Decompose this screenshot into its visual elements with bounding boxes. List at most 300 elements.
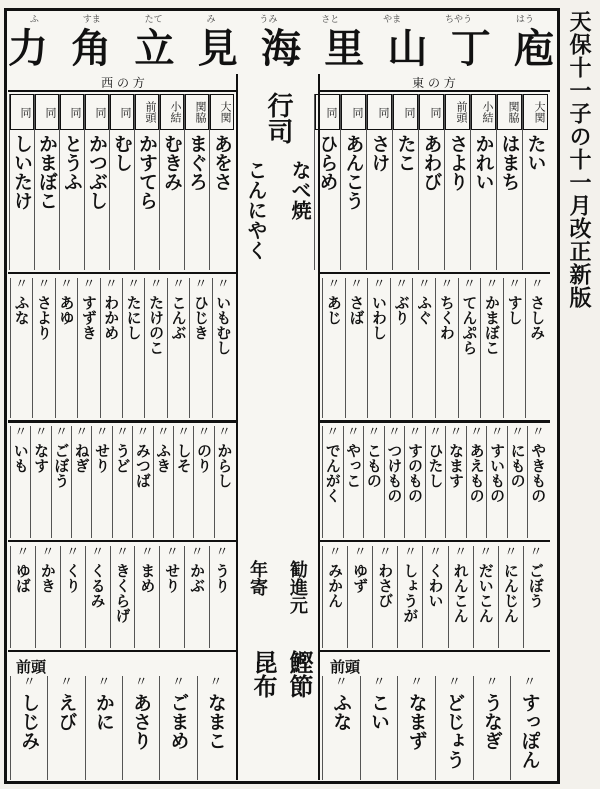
title-ruby-text: うみ (259, 15, 278, 25)
wrestler-name: あわび (420, 134, 443, 191)
wrestler-name: くわい (426, 563, 445, 608)
toshiyori-label: 年寄 (247, 560, 268, 596)
tier-line-w3 (8, 540, 236, 542)
rank-mark: 〃 (60, 675, 74, 690)
east-tier1_names-entry (366, 94, 392, 270)
wrestler-name: ひじき (191, 295, 210, 340)
wrestler-name: あをさ (211, 134, 233, 191)
tier-line-e4 (320, 650, 550, 652)
wrestler-name: かまぼこ (483, 295, 502, 355)
wrestler-name: ちくわ (437, 295, 456, 340)
rank-mark: 〃 (14, 425, 28, 440)
wrestler-name: すのもの (405, 443, 424, 503)
wrestler-name: かれい (472, 134, 495, 191)
east-tier1_names-entry (392, 94, 418, 270)
title-ruby-text: さと (321, 15, 340, 25)
east-tier4_names-entry (347, 546, 372, 648)
rank-mark: 〃 (127, 277, 141, 292)
rank-mark: 〃 (16, 545, 30, 560)
wrestler-name: みつば (133, 443, 152, 488)
wrestler-name: やきもの (529, 443, 548, 503)
tier-line-w1 (8, 272, 236, 274)
rank-mark: 〃 (22, 675, 36, 690)
title-ruby-text: ちやう (445, 15, 473, 25)
rank-mark: 〃 (34, 425, 48, 440)
tier-line-e3 (320, 540, 550, 542)
wrestler-name: ごぼう (52, 443, 71, 488)
wrestler-name: さしみ (528, 295, 547, 340)
west-tier3_names-entry (132, 426, 152, 538)
east-tier1_names-entry (418, 94, 444, 270)
rank-mark: 〃 (485, 277, 499, 292)
rank-mark: 〃 (177, 425, 191, 440)
rank-mark: 〃 (216, 277, 230, 292)
rank-mark: 〃 (334, 675, 348, 690)
wrestler-name: にもの (508, 443, 527, 488)
title-char: 見 (197, 24, 240, 72)
rank-label: 関脇 (497, 94, 522, 130)
rank-mark: 〃 (136, 425, 150, 440)
east-tier2_names-entry (480, 278, 503, 418)
wrestler-name: しじみ (18, 693, 41, 750)
wrestler-name: やっこ (344, 443, 363, 488)
gyoji-label: 行司 (263, 92, 293, 144)
rank-mark: 〃 (328, 545, 342, 560)
east-tier2_names-entry (345, 278, 368, 418)
west-tier1_names-entry (9, 94, 34, 270)
west-tier1_names-entry (134, 94, 159, 270)
tier-line-w4 (8, 650, 236, 652)
east-tier5_names-entry (322, 676, 360, 780)
rank-mark: 〃 (156, 425, 170, 440)
rank-mark: 〃 (529, 545, 543, 560)
rank-mark: 〃 (372, 675, 386, 690)
rank-mark: 〃 (440, 277, 454, 292)
east-tier3_names-entry (486, 426, 507, 538)
rank-mark: 〃 (504, 545, 518, 560)
west-tier2_names-entry (144, 278, 166, 418)
east-tier1_names-entry (496, 94, 522, 270)
rank-mark: 〃 (490, 425, 504, 440)
wrestler-name: むきみ (161, 134, 183, 191)
wrestler-name: ひらめ (316, 134, 339, 191)
wrestler-name: うり (213, 563, 232, 593)
east-tier1_names-entry (522, 94, 548, 270)
east-tier2_names-entry (412, 278, 435, 418)
east-tier-2 (322, 278, 548, 418)
rank-mark: 〃 (15, 277, 29, 292)
west-tier4_names-entry (35, 546, 60, 648)
rank-mark: 〃 (41, 545, 55, 560)
rank-mark: 〃 (530, 277, 544, 292)
rank-mark: 〃 (429, 545, 443, 560)
rank-mark: 〃 (115, 545, 129, 560)
east-tier4_names-entry (523, 546, 548, 648)
wrestler-name: まめ (138, 563, 157, 593)
rank-label: 同 (110, 94, 134, 130)
wrestler-name: にんじん (501, 563, 520, 623)
west-tier4_names-entry (159, 546, 184, 648)
rank-mark: 〃 (75, 425, 89, 440)
rank-mark: 〃 (327, 277, 341, 292)
wrestler-name: うど (113, 443, 132, 473)
wrestler-name: きくらげ (113, 563, 132, 623)
wrestler-name: なす (32, 443, 51, 473)
wrestler-name: ふき (154, 443, 173, 473)
west-tier1_names-entry (59, 94, 84, 270)
tier-line-w2 (8, 420, 236, 423)
wrestler-name: あんこう (342, 134, 365, 210)
west-tier5_names-entry (47, 676, 84, 780)
wrestler-name: さば (347, 295, 366, 325)
wrestler-name: ゆば (13, 563, 32, 593)
wrestler-name: ひたし (426, 443, 445, 488)
publication-date: 天保十一子の十一月改正新版 (566, 10, 592, 309)
east-tier3_names-entry (466, 426, 487, 538)
rank-mark: 〃 (403, 545, 417, 560)
rank-label: 大関 (210, 94, 234, 130)
west-tier2_names-entry (100, 278, 122, 418)
west-tier-4 (10, 546, 234, 648)
rank-mark: 〃 (37, 277, 51, 292)
rank-label: 同 (341, 94, 366, 130)
wrestler-name: ねぎ (72, 443, 91, 473)
wrestler-name: かまぼこ (36, 134, 58, 210)
title-ruby-text: たて (144, 15, 163, 25)
east-tier5-label: 前頭 (330, 658, 361, 676)
rank-mark: 〃 (140, 545, 154, 560)
east-tier3_names-entry (404, 426, 425, 538)
east-tier3_names-entry (384, 426, 405, 538)
wrestler-name: たい (524, 134, 547, 172)
wrestler-name: こもの (364, 443, 383, 488)
gyoji-name-2: こんにやく (244, 160, 268, 260)
wrestler-name: みかん (326, 563, 345, 608)
rank-mark: 〃 (194, 277, 208, 292)
east-tier3_names-entry (445, 426, 466, 538)
east-tier4_names-entry (448, 546, 473, 648)
rank-mark: 〃 (171, 277, 185, 292)
east-tier3_names-entry (527, 426, 548, 538)
rank-mark: 〃 (134, 675, 148, 690)
west-tier3_names-entry (153, 426, 173, 538)
title-ruby-text: やま (383, 15, 402, 25)
title-ruby-text: すま (82, 15, 101, 25)
east-tier2_names-entry (435, 278, 458, 418)
wrestler-name: くり (63, 563, 82, 593)
rank-mark: 〃 (454, 545, 468, 560)
wrestler-name: かつぶし (86, 134, 108, 210)
wrestler-name: てんぷら (460, 295, 479, 355)
wrestler-name: かに (92, 693, 115, 731)
wrestler-name: はまち (498, 134, 521, 191)
kanjin-label: 勧進元 (287, 560, 308, 614)
rank-mark: 〃 (190, 545, 204, 560)
west-tier-5 (10, 676, 234, 780)
rank-mark: 〃 (372, 277, 386, 292)
wrestler-name: ぶり (392, 295, 411, 325)
rank-mark: 〃 (149, 277, 163, 292)
rank-label: 同 (10, 94, 34, 130)
title-char: 丁 (450, 24, 493, 72)
rank-mark: 〃 (485, 675, 499, 690)
wrestler-name: せり (93, 443, 112, 473)
rank-mark: 〃 (326, 425, 340, 440)
rank-label: 同 (60, 94, 84, 130)
wrestler-name: こい (367, 693, 390, 731)
west-tier3_names-entry (173, 426, 193, 538)
west-header: 西 の 方 (8, 74, 238, 92)
tier-line-e2 (320, 420, 550, 423)
wrestler-name: なまこ (204, 693, 227, 750)
east-tier2_names-entry (322, 278, 345, 418)
rank-mark: 〃 (217, 425, 231, 440)
wrestler-name: からし (215, 443, 234, 488)
east-tier4_names-entry (372, 546, 397, 648)
wrestler-name: ゆず (351, 563, 370, 593)
rank-mark: 〃 (508, 277, 522, 292)
wrestler-name: ごまめ (167, 693, 190, 750)
west-tier4_names-entry (85, 546, 110, 648)
wrestler-name: しそ (174, 443, 193, 473)
east-tier5_names-entry (397, 676, 435, 780)
west-tier2_names-entry (10, 278, 32, 418)
title-char: 海 (261, 24, 303, 72)
wrestler-name: まぐろ (186, 134, 208, 191)
wrestler-name: あえもの (467, 443, 486, 503)
rank-mark: 〃 (462, 277, 476, 292)
wrestler-name: ふな (330, 693, 353, 731)
wrestler-name: せり (163, 563, 182, 593)
wrestler-name: いも (11, 443, 30, 473)
east-tier1_names-entry (470, 94, 496, 270)
east-header: 東 の 方 (318, 74, 550, 92)
rank-label: 小結 (160, 94, 184, 130)
rank-mark: 〃 (449, 425, 463, 440)
wrestler-name: いもむし (214, 295, 233, 355)
east-tier3_names-entry (363, 426, 384, 538)
wrestler-name: むし (111, 134, 133, 172)
title-char: 立 (134, 24, 177, 72)
west-tier-2 (10, 278, 234, 418)
wrestler-name: こんぶ (169, 295, 188, 340)
center-column (238, 90, 318, 780)
rank-label: 小結 (471, 94, 496, 130)
rank-label: 同 (367, 94, 392, 130)
rank-mark: 〃 (531, 425, 545, 440)
west-tier2_names-entry (32, 278, 54, 418)
wrestler-name: たにし (124, 295, 143, 340)
rank-mark: 〃 (378, 545, 392, 560)
rank-label: 大関 (523, 94, 548, 130)
rank-mark: 〃 (172, 675, 186, 690)
wrestler-name: どじょう (443, 693, 466, 769)
rank-mark: 〃 (428, 425, 442, 440)
rank-mark: 〃 (82, 277, 96, 292)
wrestler-name: ふな (12, 295, 31, 325)
rank-label: 同 (315, 94, 340, 130)
wrestler-name: うなぎ (480, 693, 503, 750)
title-ruby-text: はう (515, 15, 534, 25)
east-tier4_names-entry (422, 546, 447, 648)
rank-label: 前頭 (135, 94, 159, 130)
rank-mark: 〃 (197, 425, 211, 440)
rank-mark: 〃 (215, 545, 229, 560)
rank-mark: 〃 (59, 277, 73, 292)
west-tier1_names-entry (109, 94, 134, 270)
title-char: 庖 (514, 24, 556, 72)
west-tier5_names-entry (197, 676, 234, 780)
wrestler-name: あさり (130, 693, 153, 750)
west-tier2_names-entry (77, 278, 99, 418)
wrestler-name: わさび (376, 563, 395, 608)
title-char: 山 (387, 24, 430, 72)
east-tier2_names-entry (390, 278, 413, 418)
wrestler-name: つけもの (385, 443, 404, 503)
wrestler-name: なまず (405, 693, 428, 750)
wrestler-name: くるみ (88, 563, 107, 608)
tier-line-e1 (320, 272, 550, 274)
west-tier4_names-entry (134, 546, 159, 648)
wrestler-name: あじ (324, 295, 343, 325)
rank-label: 同 (85, 94, 109, 130)
east-tier3_names-entry (425, 426, 446, 538)
west-tier3_names-entry (112, 426, 132, 538)
title-ruby-text: ふ (29, 15, 39, 25)
wrestler-name: しょうが (401, 563, 420, 623)
wrestler-name: さより (35, 295, 54, 340)
rank-label: 同 (419, 94, 444, 130)
rank-mark: 〃 (66, 545, 80, 560)
title-char: 力 (8, 24, 50, 72)
rank-mark: 〃 (91, 545, 105, 560)
rank-mark: 〃 (209, 675, 223, 690)
east-tier1_names-entry (444, 94, 470, 270)
east-tier5_names-entry (510, 676, 548, 780)
rank-mark: 〃 (165, 545, 179, 560)
east-tier2_names-entry (458, 278, 481, 418)
wrestler-name: たけのこ (147, 295, 166, 355)
west-tier4_names-entry (184, 546, 209, 648)
wrestler-name: すずき (79, 295, 98, 340)
rank-mark: 〃 (367, 425, 381, 440)
east-tier4_names-entry (473, 546, 498, 648)
west-tier4_names-entry (60, 546, 85, 648)
west-tier-1 (10, 94, 234, 270)
rank-mark: 〃 (479, 545, 493, 560)
title-ruby-text: み (206, 15, 216, 25)
rank-mark: 〃 (116, 425, 130, 440)
west-tier3_names-entry (91, 426, 111, 538)
wrestler-name: たこ (394, 134, 417, 172)
west-tier3_names-entry (214, 426, 234, 538)
west-tier1_names-entry (184, 94, 209, 270)
wrestler-name: さけ (368, 134, 391, 172)
wrestler-name: さより (446, 134, 469, 191)
rank-mark: 〃 (387, 425, 401, 440)
wrestler-name: れんこん (451, 563, 470, 623)
east-tier-4 (322, 546, 548, 648)
west-tier3_names-entry (30, 426, 50, 538)
wrestler-name: だいこん (476, 563, 495, 623)
west-tier1_names-entry (34, 94, 59, 270)
west-tier3_names-entry (71, 426, 91, 538)
rank-mark: 〃 (54, 425, 68, 440)
wrestler-name: かすてら (136, 134, 158, 210)
title-char: 角 (71, 24, 114, 72)
west-tier1_names-entry (159, 94, 184, 270)
wrestler-name: とうふ (61, 134, 83, 191)
wrestler-name: ごぼう (526, 563, 545, 608)
banzuke-title (8, 18, 556, 72)
west-tier2_names-entry (189, 278, 211, 418)
east-tier-3 (322, 426, 548, 538)
wrestler-name: のり (194, 443, 213, 473)
rank-mark: 〃 (417, 277, 431, 292)
east-tier2_names-entry (525, 278, 548, 418)
east-tier2_names-entry (503, 278, 526, 418)
wrestler-name: えび (55, 693, 78, 731)
east-tier-1 (316, 94, 548, 270)
wrestler-name: すいもの (488, 443, 507, 503)
west-tier1_names-entry (209, 94, 234, 270)
rank-label: 同 (35, 94, 59, 130)
west-tier5_names-entry (122, 676, 159, 780)
east-tier2_names-entry (367, 278, 390, 418)
kanjin-name-2: 昆布 (249, 650, 278, 698)
rank-label: 同 (393, 94, 418, 130)
rank-mark: 〃 (511, 425, 525, 440)
rank-mark: 〃 (95, 425, 109, 440)
wrestler-name: いわし (370, 295, 389, 340)
gyoji-name-1: なべ焼 (288, 160, 312, 220)
west-tier5_names-entry (10, 676, 47, 780)
west-tier2_names-entry (212, 278, 234, 418)
west-tier-3 (10, 426, 234, 538)
kanjin-name-1: 鰹節 (285, 650, 314, 698)
wrestler-name: しいたけ (11, 134, 33, 210)
rank-mark: 〃 (349, 277, 363, 292)
east-tier3_names-entry (343, 426, 364, 538)
rank-mark: 〃 (447, 675, 461, 690)
west-tier4_names-entry (10, 546, 35, 648)
west-tier4_names-entry (209, 546, 234, 648)
rank-mark: 〃 (408, 425, 422, 440)
rank-mark: 〃 (395, 277, 409, 292)
west-tier5-label: 前頭 (16, 658, 47, 676)
east-tier-5 (322, 676, 548, 780)
wrestler-name: あゆ (57, 295, 76, 325)
rank-mark: 〃 (410, 675, 424, 690)
west-tier5_names-entry (159, 676, 196, 780)
east-tier4_names-entry (397, 546, 422, 648)
wrestler-name: かぶ (188, 563, 207, 593)
wrestler-name: なます (447, 443, 466, 488)
east-tier4_names-entry (498, 546, 523, 648)
wrestler-name: すっぽん (518, 693, 541, 769)
west-tier2_names-entry (122, 278, 144, 418)
west-tier1_names-entry (84, 94, 109, 270)
east-tier5_names-entry (473, 676, 511, 780)
wrestler-name: すし (505, 295, 524, 325)
east-tier5_names-entry (360, 676, 398, 780)
east-tier3_names-entry (322, 426, 343, 538)
wrestler-name: わかめ (102, 295, 121, 340)
west-tier5_names-entry (85, 676, 122, 780)
east-tier4_names-entry (322, 546, 347, 648)
title-char: 里 (324, 24, 367, 72)
east-tier5_names-entry (435, 676, 473, 780)
